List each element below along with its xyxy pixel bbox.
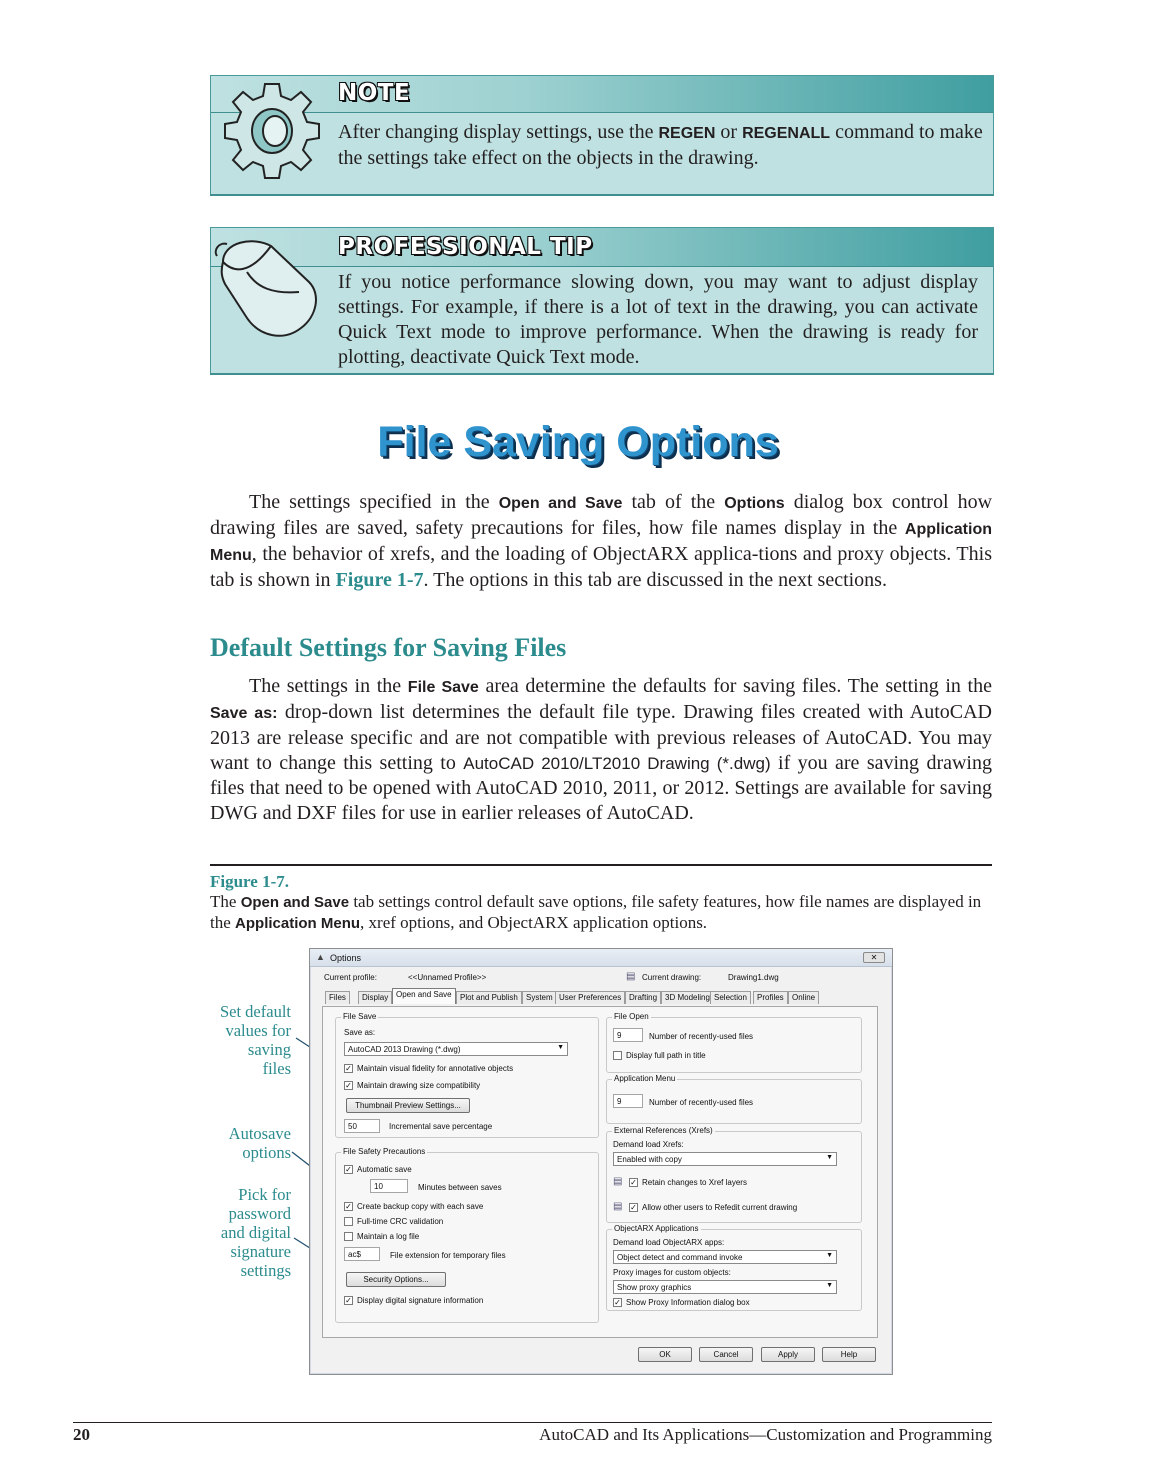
help-button[interactable]: Help [822,1347,876,1362]
menu-recent-input[interactable]: 9 [613,1094,643,1108]
annotation-security: Pick for password and digital signature settings [220,1185,291,1280]
apply-button[interactable]: Apply [761,1347,815,1362]
incremental-save-input[interactable]: 50 [344,1119,380,1133]
backup-copy-label: Create backup copy with each save [357,1202,484,1211]
recent-files-label: Number of recently-used files [649,1032,754,1041]
tab-system[interactable]: System [522,991,557,1004]
note-body: After changing display settings, use the REGEN or REGENALL command to make the settings take effect on the objects in the drawing. [338,121,983,169]
current-drawing-value: Drawing1.dwg [728,973,779,982]
section-title: File Saving Options [377,418,779,466]
proxy-images-label: Proxy images for custom objects: [613,1268,731,1277]
intro-paragraph: The settings specified in the Open and Save tab of the Options dialog box control how drawing files are saved, safety precautions for files, how file names display in the Application Menu, the behavior of xrefs, and the loading of ObjectARX applica-tions and proxy objects. This tab is shown in Figure 1-7. The options in this tab are discussed in the next sections. [210,491,993,591]
tab-3d-modeling[interactable]: 3D Modeling [661,991,714,1004]
annotation-default-values: Set default values for saving files [219,1002,291,1078]
file-open-group [606,1012,862,1073]
autocad-logo-icon: ▲ [316,952,325,962]
figure-label: Figure 1-7. [210,872,290,891]
demand-arx-label: Demand load ObjectARX apps: [613,1238,725,1247]
save-as-dropdown[interactable]: AutoCAD 2013 Drawing (*.dwg) ▼ [344,1042,568,1056]
minutes-input[interactable]: 10 [370,1179,408,1193]
options-dialog[interactable] [309,948,893,1375]
ok-button[interactable]: OK [638,1347,692,1362]
allow-refedit-label: Allow other users to Refedit current drawing [642,1203,798,1212]
dialog-titlebar[interactable] [310,949,892,967]
tab-user-preferences[interactable]: User Preferences [555,991,625,1004]
tab-online[interactable]: Online [788,991,819,1004]
temp-extension-input[interactable]: ac$ [344,1247,380,1261]
close-icon[interactable]: ✕ [863,952,885,963]
crc-validation-checkbox[interactable] [344,1217,353,1226]
chevron-down-icon: ▼ [826,1282,833,1289]
log-file-checkbox[interactable] [344,1232,353,1241]
footer-rule [73,1422,992,1423]
cancel-button[interactable]: Cancel [699,1347,753,1362]
refedit-icon: ▤ [613,1201,623,1212]
thumbnail-preview-button[interactable]: Thumbnail Preview Settings... [346,1098,470,1113]
retain-changes-label: Retain changes to Xref layers [642,1178,747,1187]
size-compatibility-checkbox[interactable]: ✓ [345,1081,352,1090]
defaults-paragraph: The settings in the File Save area determine the defaults for saving files. The setting in the Save as: drop-down list determines the default file type. Drawing files created with AutoCAD 2013 are release specific and are not compatible with previous releases of AutoCAD. You may want to change this setting to AutoCAD 2010/LT2010 Drawing (*.dwg) if you are saving drawing files that need to be opened with AutoCAD 2010, 2011, or 2012. Settings are available for saving DWG and DXF files for use in earlier releases of AutoCAD. [210,675,993,824]
full-path-checkbox[interactable] [613,1051,622,1060]
retain-changes-checkbox[interactable]: ✓ [630,1178,637,1187]
incremental-save-label: Incremental save percentage [389,1122,493,1131]
security-options-button[interactable]: Security Options... [346,1272,446,1287]
file-safety-group-label: File Safety Precautions [343,1147,426,1156]
automatic-save-label: Automatic save [357,1165,412,1174]
page-number: 20 [73,1425,90,1444]
tab-open-and-save[interactable]: Open and Save [392,988,456,1004]
demand-xrefs-dropdown[interactable]: Enabled with copy ▼ [613,1152,837,1166]
size-compatibility-label: Maintain drawing size compatibility [357,1081,481,1090]
annotation-autosave: Autosave options [228,1124,291,1162]
book-title: AutoCAD and Its Applications—Customization and Programming [539,1425,992,1444]
visual-fidelity-checkbox[interactable]: ✓ [345,1064,352,1073]
minutes-label: Minutes between saves [418,1183,502,1192]
crc-validation-label: Full-time CRC validation [357,1217,444,1226]
file-safety-group [335,1147,599,1323]
file-save-group-label: File Save [343,1012,377,1021]
chevron-down-icon: ▼ [826,1154,833,1161]
xrefs-group [606,1126,862,1223]
backup-copy-checkbox[interactable]: ✓ [345,1202,352,1211]
file-open-group-label: File Open [614,1012,649,1021]
menu-recent-label: Number of recently-used files [649,1098,754,1107]
recent-files-input[interactable]: 9 [613,1028,643,1042]
proxy-dialog-checkbox[interactable]: ✓ [614,1298,621,1307]
tip-title: PROFESSIONAL TIP [338,234,593,260]
proxy-dialog-label: Show Proxy Information dialog box [626,1298,750,1307]
file-save-group [335,1012,599,1138]
tab-display[interactable]: Display [358,991,392,1004]
note-title: NOTE [338,80,411,106]
subsection-title: Default Settings for Saving Files [210,633,567,662]
save-as-label: Save as: [344,1028,376,1037]
application-menu-group-label: Application Menu [614,1074,676,1083]
chevron-down-icon: ▼ [557,1044,564,1051]
objectarx-group-label: ObjectARX Applications [614,1224,699,1233]
allow-refedit-checkbox[interactable]: ✓ [630,1203,637,1212]
log-file-label: Maintain a log file [357,1232,420,1241]
application-menu-group [606,1074,862,1124]
current-profile-value: <<Unnamed Profile>> [408,973,487,982]
objectarx-group [606,1224,862,1311]
chevron-down-icon: ▼ [826,1252,833,1259]
current-profile-label: Current profile: [324,973,377,982]
figure-reference-link[interactable]: Figure 1-7 [335,569,424,591]
current-drawing-label: Current drawing: [642,973,702,982]
tab-drafting[interactable]: Drafting [625,991,661,1004]
digital-signature-label: Display digital signature information [357,1296,484,1305]
demand-xrefs-label: Demand load Xrefs: [613,1140,684,1149]
tip-body: If you notice performance slowing down, you may want to adjust display settings. For example, if there is a lot of text in the drawing, you can activate Quick Text mode to improve performance. When the drawing is ready for plotting, deactivate Quick Text mode. [338,271,978,368]
full-path-label: Display full path in title [626,1051,706,1060]
automatic-save-checkbox[interactable]: ✓ [345,1165,352,1174]
demand-arx-dropdown[interactable]: Object detect and command invoke ▼ [613,1250,837,1264]
drawing-icon: ▤ [626,971,636,982]
tab-plot-and-publish[interactable]: Plot and Publish [456,991,522,1004]
open-and-save-panel [322,1006,878,1338]
dialog-title: Options [330,953,362,963]
visual-fidelity-label: Maintain visual fidelity for annotative objects [357,1064,514,1073]
figure-caption: The Open and Save tab settings control default save options, file safety features, how file names are displayed in the Application Menu, xref options, and ObjectARX application options. [210,892,982,932]
tab-profiles[interactable]: Profiles [753,991,788,1004]
temp-extension-label: File extension for temporary files [390,1251,506,1260]
digital-signature-checkbox[interactable]: ✓ [345,1296,352,1305]
proxy-images-dropdown[interactable]: Show proxy graphics ▼ [613,1280,837,1294]
xrefs-group-label: External References (Xrefs) [614,1126,713,1135]
layer-icon: ▤ [613,1176,623,1187]
tab-files[interactable]: Files [325,991,350,1004]
tab-selection[interactable]: Selection [710,991,751,1004]
tab-strip [325,991,885,1006]
